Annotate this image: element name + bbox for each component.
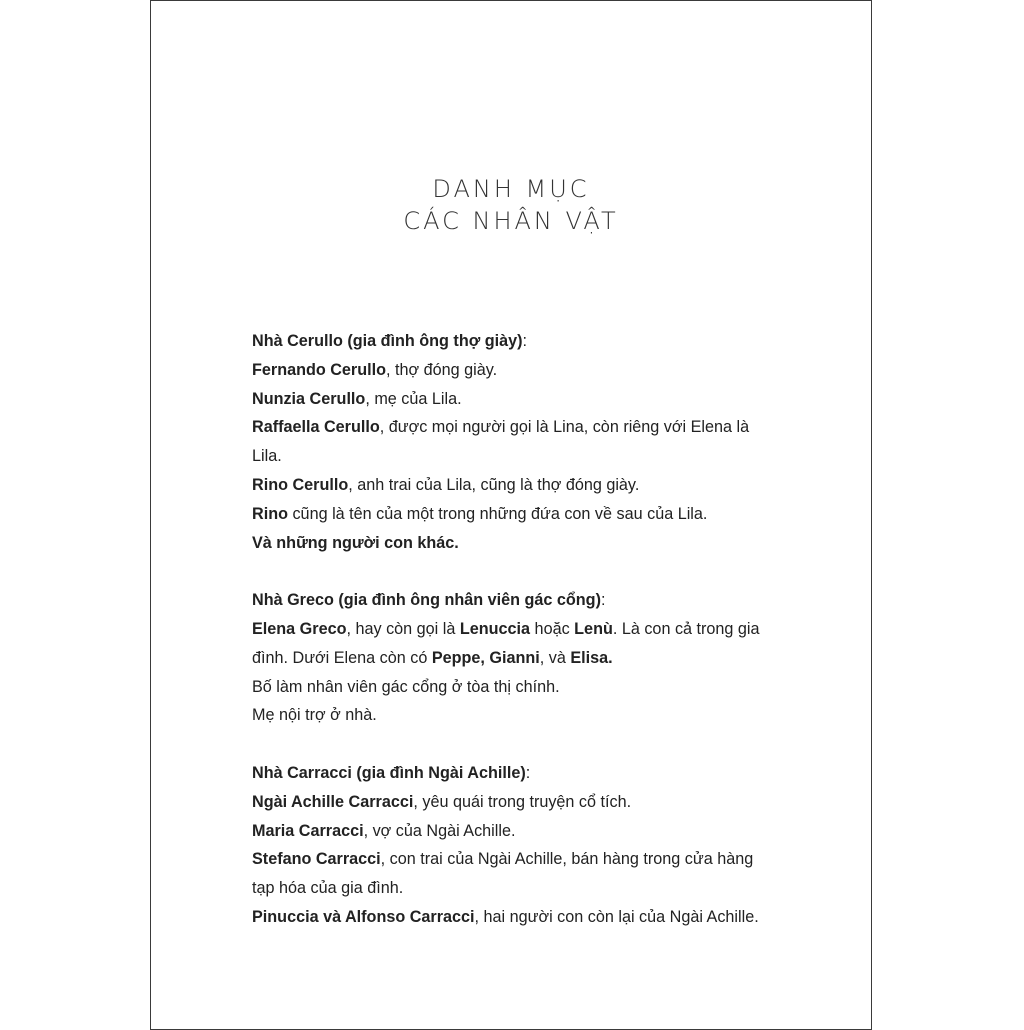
character-entry — [252, 356, 772, 385]
character-entry — [252, 701, 772, 730]
character-desc: , vợ của Ngài Achille. — [363, 821, 516, 840]
book-page — [150, 0, 872, 1030]
section-cerullo — [252, 327, 772, 557]
character-entry — [252, 413, 772, 471]
character-entry — [252, 615, 772, 673]
character-desc: , yêu quái trong truyện cổ tích. — [413, 792, 632, 811]
character-entry — [252, 471, 772, 500]
character-name: Raffaella Cerullo — [252, 418, 380, 437]
heading-text: Nhà Greco (gia đình ông nhân viên gác cổng) — [252, 591, 601, 610]
character-entry — [252, 817, 772, 846]
character-entry — [252, 788, 772, 817]
character-name: Stefano Carracci — [252, 850, 381, 869]
character-desc: Bố làm nhân viên gác cổng ở tòa thị chính. — [252, 677, 560, 696]
character-nickname: Lenuccia — [459, 619, 531, 638]
heading-punct: : — [600, 591, 606, 610]
title-line-2: CÁC NHÂN VẬT — [403, 207, 619, 235]
section-greco — [252, 586, 772, 730]
character-entry — [252, 845, 772, 903]
section-heading — [252, 327, 772, 356]
character-desc: , và — [539, 648, 571, 667]
section-heading — [252, 586, 772, 615]
section-carracci — [252, 759, 772, 932]
character-name: Peppe, Gianni — [431, 648, 540, 667]
character-desc: , hai người con còn lại của Ngài Achille. — [474, 907, 759, 926]
character-entry — [252, 529, 772, 558]
character-name: Elisa. — [570, 648, 613, 667]
character-desc: , thợ đóng giày. — [386, 360, 498, 379]
section-heading — [252, 759, 772, 788]
character-desc: , anh trai của Lila, cũng là thợ đóng giày. — [348, 475, 640, 494]
heading-text: Nhà Cerullo (gia đình ông thợ giày) — [252, 332, 523, 350]
character-name: Maria Carracci — [252, 821, 364, 840]
heading-punct: : — [525, 763, 531, 782]
character-entry — [252, 903, 772, 932]
character-desc: hoặc — [530, 619, 575, 638]
page-title — [151, 173, 871, 237]
character-name: Và những người con khác. — [252, 533, 459, 552]
character-name: Rino — [252, 504, 288, 523]
character-entry — [252, 500, 772, 529]
character-name: Nunzia Cerullo — [252, 389, 366, 408]
character-desc: . Là con cả trong gia đình. Dưới Elena còn có — [252, 619, 760, 667]
character-name: Ngài Achille Carracci — [252, 792, 414, 811]
character-name: Pinuccia và Alfonso Carracci — [252, 907, 475, 926]
heading-punct: : — [522, 332, 528, 350]
character-desc: , mẹ của Lila. — [365, 389, 462, 408]
character-list — [252, 327, 772, 961]
character-desc: Mẹ nội trợ ở nhà. — [252, 706, 377, 725]
character-desc: , được mọi người gọi là Lina, còn riêng với Elena là Lila. — [252, 418, 750, 466]
heading-text: Nhà Carracci (gia đình Ngài Achille) — [252, 763, 526, 782]
character-name: Fernando Cerullo — [252, 360, 387, 379]
character-entry — [252, 673, 772, 702]
character-name: Rino Cerullo — [252, 475, 349, 494]
character-desc: , con trai của Ngài Achille, bán hàng trong cửa hàng tạp hóa của gia đình. — [252, 850, 754, 898]
character-desc: cũng là tên của một trong những đứa con về sau của Lila. — [287, 504, 708, 523]
character-entry — [252, 385, 772, 414]
title-line-1: DANH MỤC — [432, 175, 590, 203]
character-name: Elena Greco — [252, 619, 347, 638]
character-desc: , hay còn gọi là — [346, 619, 460, 638]
character-nickname: Lenù — [574, 619, 613, 638]
